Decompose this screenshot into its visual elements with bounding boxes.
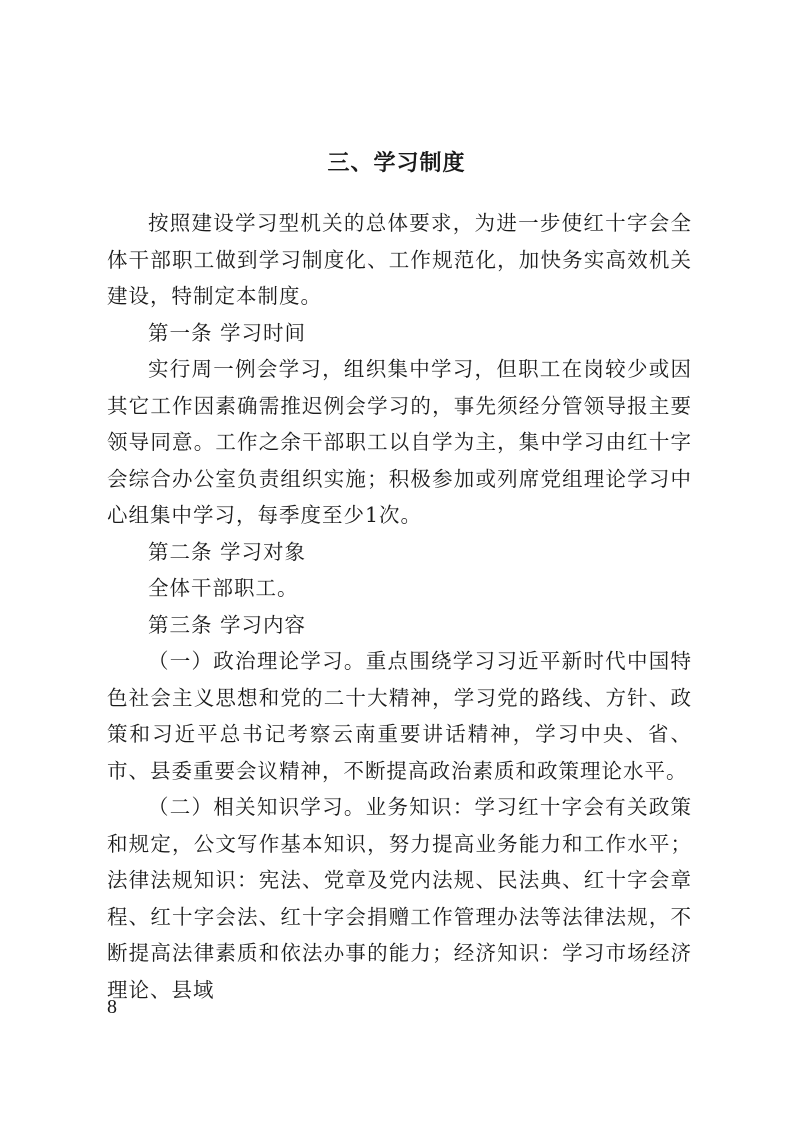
paragraph-intro: 按照建设学习型机关的总体要求，为进一步使红十字会全体干部职工做到学习制度化、工作规范化，加快务实高效机关建设，特制定本制度。: [107, 211, 692, 308]
paragraph-related-knowledge: （二）相关知识学习。业务知识：学习红十字会有关政策和规定，公文写作基本知识，努力提高业务能力和工作水平；法律法规知识：宪法、党章及党内法规、民法典、红十字会章程、红十字会法、红十字会捐赠工作管理办法等法律法规，不断提高法律素质和依法办事的能力；经济知识：学习市场经济理论、县域: [107, 795, 692, 1002]
section-title: 三、学习制度: [327, 151, 466, 176]
article-heading-3: 第三条 学习内容: [148, 612, 307, 637]
document-body: [107, 205, 692, 1008]
article-heading-2: 第二条 学习对象: [148, 539, 307, 564]
paragraph-study-time: 实行周一例会学习，组织集中学习，但职工在岗较少或因其它工作因素确需推迟例会学习的，事先须经分管领导报主要领导同意。工作之余干部职工以自学为主，集中学习由红十字会综合办公室负责组织实施；积极参加或列席党组理论学习中心组集中学习，每季度至少1次。: [107, 357, 692, 527]
article-heading-1: 第一条 学习时间: [148, 320, 307, 345]
page-number: 8: [107, 996, 117, 1018]
paragraph-political-theory: （一）政治理论学习。重点围绕学习习近平新时代中国特色社会主义思想和党的二十大精神，学习党的路线、方针、政策和习近平总书记考察云南重要讲话精神，学习中央、省、市、县委重要会议精神，不断提高政治素质和政策理论水平。: [107, 649, 692, 783]
paragraph-study-target: 全体干部职工。: [148, 576, 299, 600]
